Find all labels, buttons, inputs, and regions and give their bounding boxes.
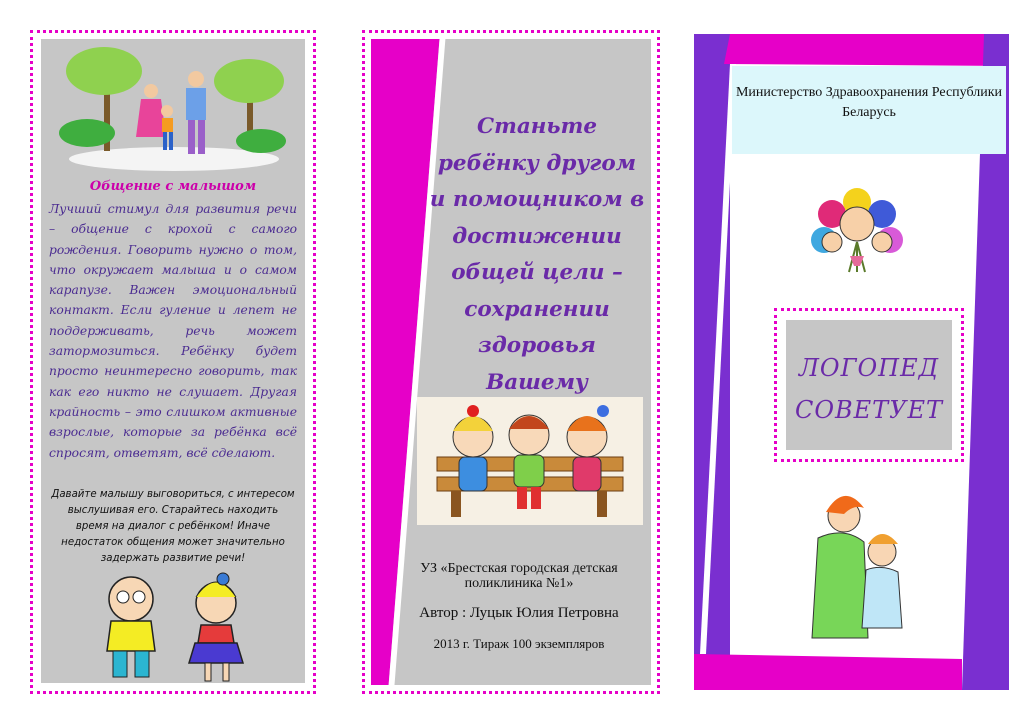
cartoon-kids-illustration <box>81 569 271 689</box>
organization-name: УЗ «Брестская городская детская поликлиника №1» <box>420 561 618 591</box>
right-panel <box>694 34 1009 690</box>
left-main-text: Лучший стимул для развития речи – общение с крохой с самого рождения. Говорить нужно о том, что окружает малыша и о самом карапузе. Важен эмоциональный контакт. Если гуление и лепет не поддерживать, речь может затормозиться. Ребёнку будет просто неинтересно говорить, так как его никто не слушает. Другая крайность – это слишком активные взрослые, которые за ребёнка всё спросят, ответят, всё сделают. <box>49 202 297 460</box>
middle-panel <box>362 30 660 694</box>
family-walk-illustration <box>49 41 299 171</box>
mother-and-child-illustration <box>804 490 914 642</box>
flower-faces-icon <box>802 184 912 276</box>
left-panel-background <box>41 39 305 683</box>
print-run-line: 2013 г. Тираж 100 экземпляров <box>433 636 605 651</box>
left-panel <box>30 30 316 694</box>
left-heading: Общение с малышом <box>89 179 257 194</box>
ministry-header: Министерство Здравоохранения Республики Беларусь <box>732 66 1006 154</box>
title-box <box>774 308 964 462</box>
slogan-text: Станьте ребёнку другом и помощником в достижении общей цели – сохранении здоровья Вашему <box>429 114 645 395</box>
left-advice-text: Давайте малышу выговориться, с интересом выслушивая его. Старайтесь находить время на диалог с ребёнком! Иначе недостаток общения может значительно задержать развитие речи! <box>51 489 295 564</box>
brochure-title: ЛОГОПЕД СОВЕТУЕТ <box>794 354 944 424</box>
author-line: Автор : Луцык Юлия Петровна <box>419 605 619 621</box>
children-on-bench-illustration <box>417 397 643 525</box>
middle-panel-background <box>371 39 651 685</box>
